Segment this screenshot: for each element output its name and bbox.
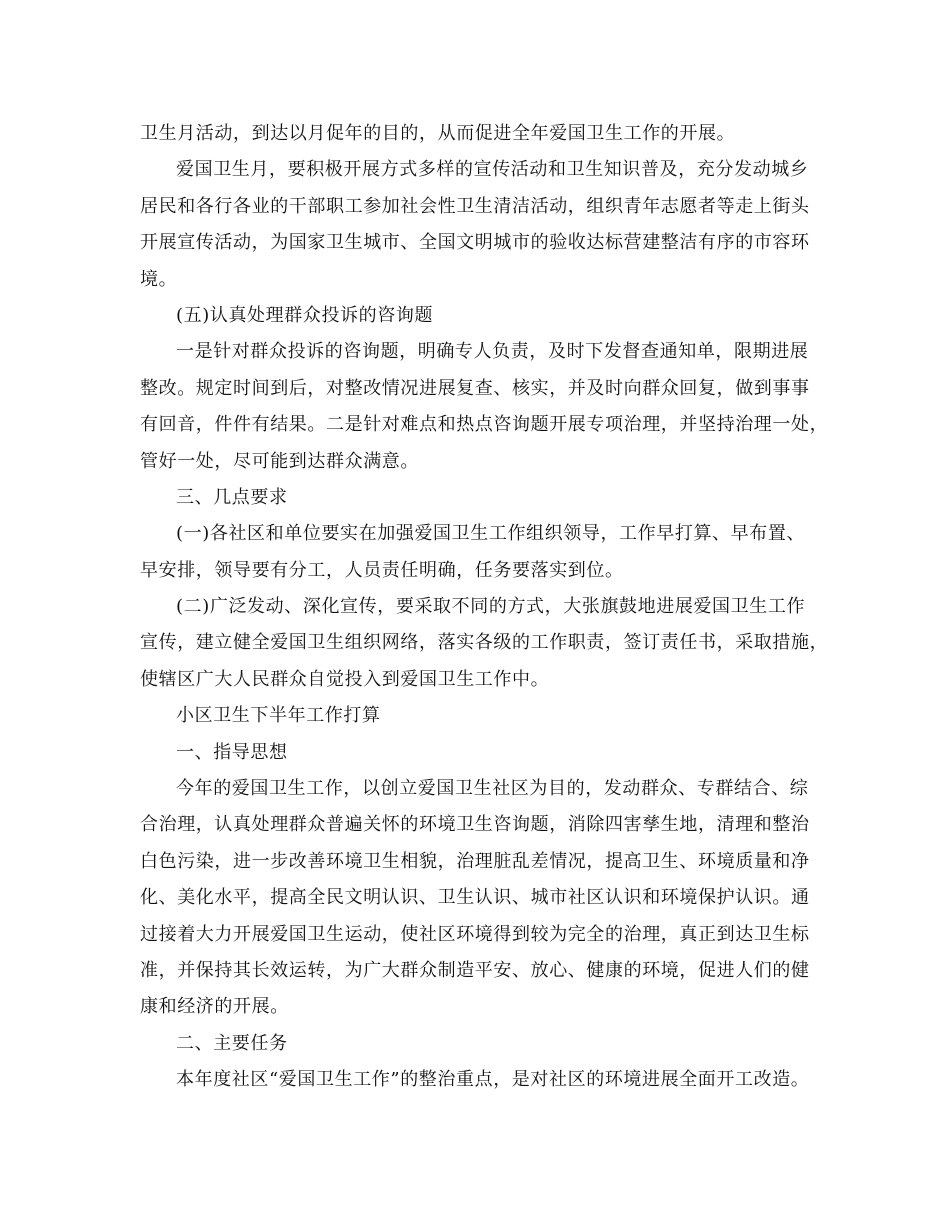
- text-line: 合治理，认真处理群众普遍关怀的环境卫生咨询题，消除四害孳生地，清理和整治: [140, 814, 810, 836]
- text-line: (二)广泛发动、深化宣传，要采取不同的方式，大张旗鼓地进展爱国卫生工作: [176, 596, 806, 618]
- text-line: 整改。规定时间到后，对整改情况进展复查、核实，并及时向群众回复，做到事事: [140, 377, 810, 399]
- section-heading: 二、主要任务: [176, 1032, 288, 1054]
- text-line: 卫生月活动，到达以月促年的目的，从而促进全年爱国卫生工作的开展。: [140, 123, 736, 144]
- text-line: 使辖区广大人民群众自觉投入到爱国卫生工作中。: [140, 668, 550, 690]
- document-title: 小区卫生下半年工作打算: [176, 705, 381, 727]
- text-line: 居民和各行各业的干部职工参加社会性卫生清洁活动，组织青年志愿者等走上街头: [140, 195, 810, 217]
- text-line: (一)各社区和单位要实在加强爱国卫生工作组织领导，工作早打算、早布置、: [176, 523, 806, 545]
- section-heading: (五)认真处理群众投诉的咨询题: [176, 304, 434, 326]
- text-line: 管好一处，尽可能到达群众满意。: [140, 450, 419, 472]
- text-line: 化、美化水平，提高全民文明认识、卫生认识、城市社区认识和环境保护认识。通: [140, 887, 810, 909]
- text-line: 过接着大力开展爱国卫生运动，使社区环境得到较为完全的治理，真正到达卫生标: [140, 923, 810, 945]
- text-line: 准，并保持其长效运转，为广大群众制造平安、放心、健康的环境，促进人们的健: [140, 959, 810, 981]
- text-line: 康和经济的开展。: [140, 996, 289, 1018]
- text-line: 白色污染，进一步改善环境卫生相貌，治理脏乱差情况，提高卫生、环境质量和净: [140, 850, 810, 872]
- text-line: 宣传，建立健全爱国卫生组织网络，落实各级的工作职责，签订责任书，采取措施，: [140, 632, 829, 654]
- text-line: 有回音，件件有结果。二是针对难点和热点咨询题开展专项治理，并坚持治理一处，: [140, 414, 829, 436]
- document-body: [140, 116, 829, 1099]
- text-line: 开展宣传活动，为国家卫生城市、全国文明城市的验收达标营建整洁有序的市容环: [140, 232, 810, 254]
- section-heading: 三、几点要求: [176, 486, 288, 508]
- text-line: 一是针对群众投诉的咨询题，明确专人负责，及时下发督查通知单，限期进展: [176, 341, 809, 363]
- text-line: 本年度社区“爱国卫生工作”的整治重点，是对社区的环境进展全面开工改造。: [176, 1069, 810, 1091]
- text-line: 早安排，领导要有分工，人员责任明确，任务要落实到位。: [140, 559, 624, 581]
- text-line: 今年的爱国卫生工作，以创立爱国卫生社区为目的，发动群众、专群结合、综: [176, 778, 809, 800]
- text-line: 爱国卫生月，要积极开展方式多样的宣传活动和卫生知识普及，充分发动城乡: [176, 159, 809, 181]
- section-heading: 一、指导思想: [176, 741, 288, 763]
- text-line: 境。: [140, 268, 178, 290]
